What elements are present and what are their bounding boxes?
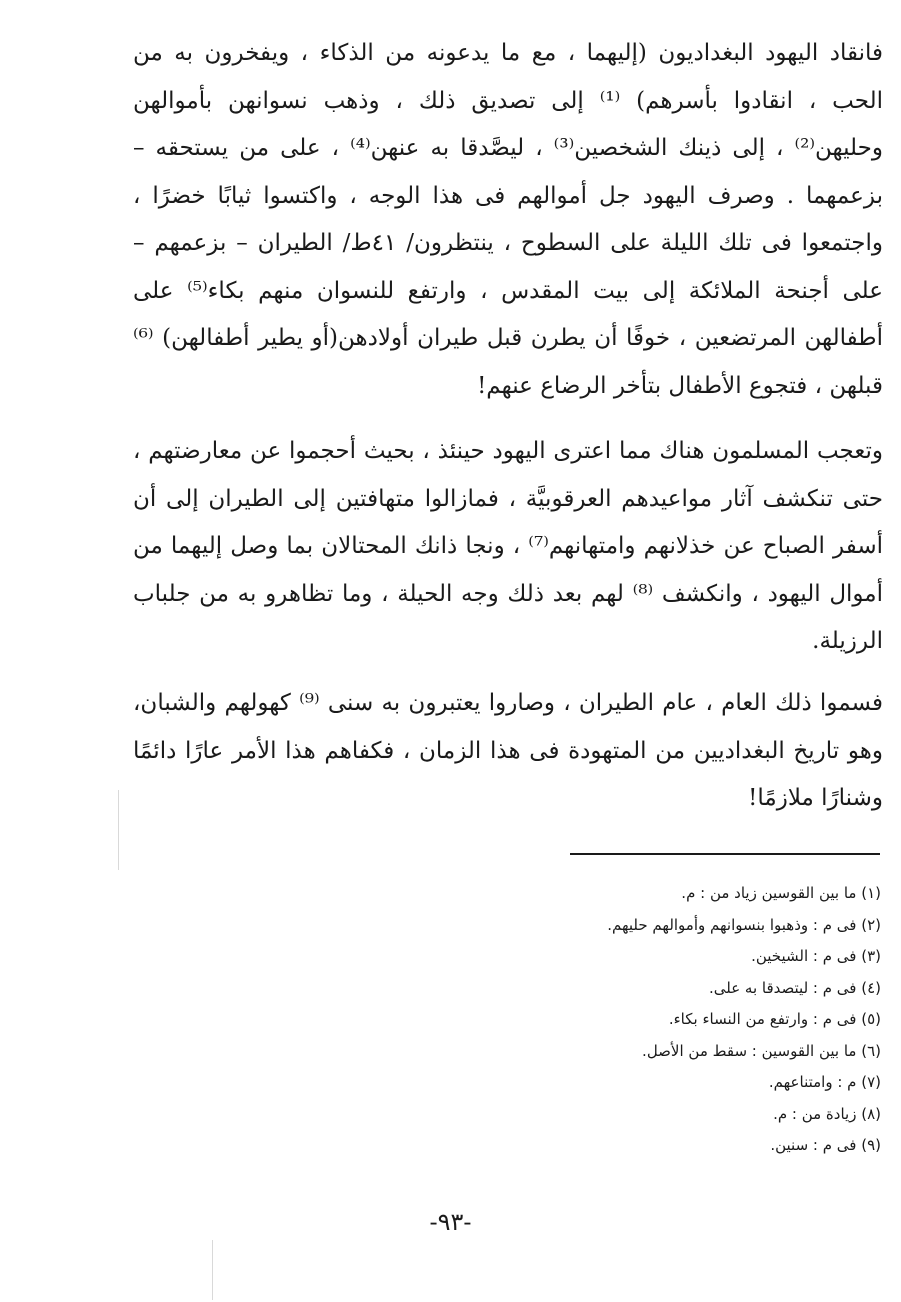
scan-artifact-line bbox=[118, 790, 119, 870]
scan-artifact-line bbox=[212, 1240, 213, 1300]
paragraph-3: فسموا ذلك العام ، عام الطيران ، وصاروا يعتبرون به سنى ⁽⁹⁾ كهولهم والشبان، وهو تاريخ البغداديين من المتهودة فى هذا الزمان ، فكفاهم هذا الأمر عارًا دائمًا وشنارًا ملازمًا! bbox=[133, 690, 884, 811]
footnote-separator bbox=[570, 853, 880, 855]
footnotes-list bbox=[381, 878, 881, 1162]
footnote-6: (٦) ما بين القوسين : سقط من الأصل. bbox=[642, 1041, 881, 1060]
paragraph-2: وتعجب المسلمون هناك مما اعترى اليهود حينئذ ، بحيث أحجموا عن معارضتهم ، حتى تنكشف آثار مواعيدهم العرقوبيَّة ، فمازالوا متهافتين إلى الطيران إلى أن أسفر الصباح عن خذلانهم وامتهانهم⁽⁷⁾ ، ونجا ذانك المحتالان بما وصل إليهما من أموال اليهود ، وانكشف ⁽⁸⁾ لهم بعد ذلك وجه الحيلة ، وما تظاهرو به من جلباب الرزيلة. bbox=[133, 438, 884, 654]
footnote-5: (٥) فى م : وارتفع من النساء بكاء. bbox=[668, 1010, 881, 1028]
footnote-2: (٢) فى م : وذهبوا بنسوانهم وأموالهم حليهم. bbox=[607, 915, 881, 934]
page-number: -٩٣- bbox=[429, 1208, 472, 1236]
footnote-7: (٧) م : وامتناعهم. bbox=[768, 1073, 881, 1091]
footnote-3: (٣) فى م : الشيخين. bbox=[751, 947, 881, 965]
footnote-9: (٩) فى م : سنين. bbox=[770, 1136, 881, 1154]
paragraph-1: فانقاد اليهود البغداديون (إليهما ، مع ما يدعونه من الذكاء ، ويفخرون به من الحب ، انقادوا بأسرهم) ⁽¹⁾ إلى تصديق ذلك ، وذهب نسوانهن بأموالهن وحليهن⁽²⁾ ، إلى ذينك الشخصين⁽³⁾ ، ليصَّدقا به عنهن⁽⁴⁾ ، على من يستحقه – بزعمهما . وصرف اليهود جل أموالهم فى هذا الوجه ، واكتسوا ثيابًا خضرًا ، واجتمعوا فى تلك الليلة على السطوح ، ينتظرون/ ٤١ط/ الطيران – بزعمهم – على أجنحة الملائكة إلى بيت المقدس ، وارتفع للنسوان منهم بكاء⁽⁵⁾ على أطفالهن المرتضعين ، خوفًا أن يطرن قبل طيران أولادهن(أو يطير أطفالهن) ⁽⁶⁾ قبلهن ، فتجوع الأطفال بتأخر الرضاع عنهم! bbox=[133, 40, 884, 399]
footnote-1: (١) ما بين القوسين زياد من : م. bbox=[681, 884, 881, 902]
footnote-4: (٤) فى م : ليتصدقا به على. bbox=[708, 978, 881, 997]
footnote-8: (٨) زيادة من : م. bbox=[773, 1104, 881, 1123]
